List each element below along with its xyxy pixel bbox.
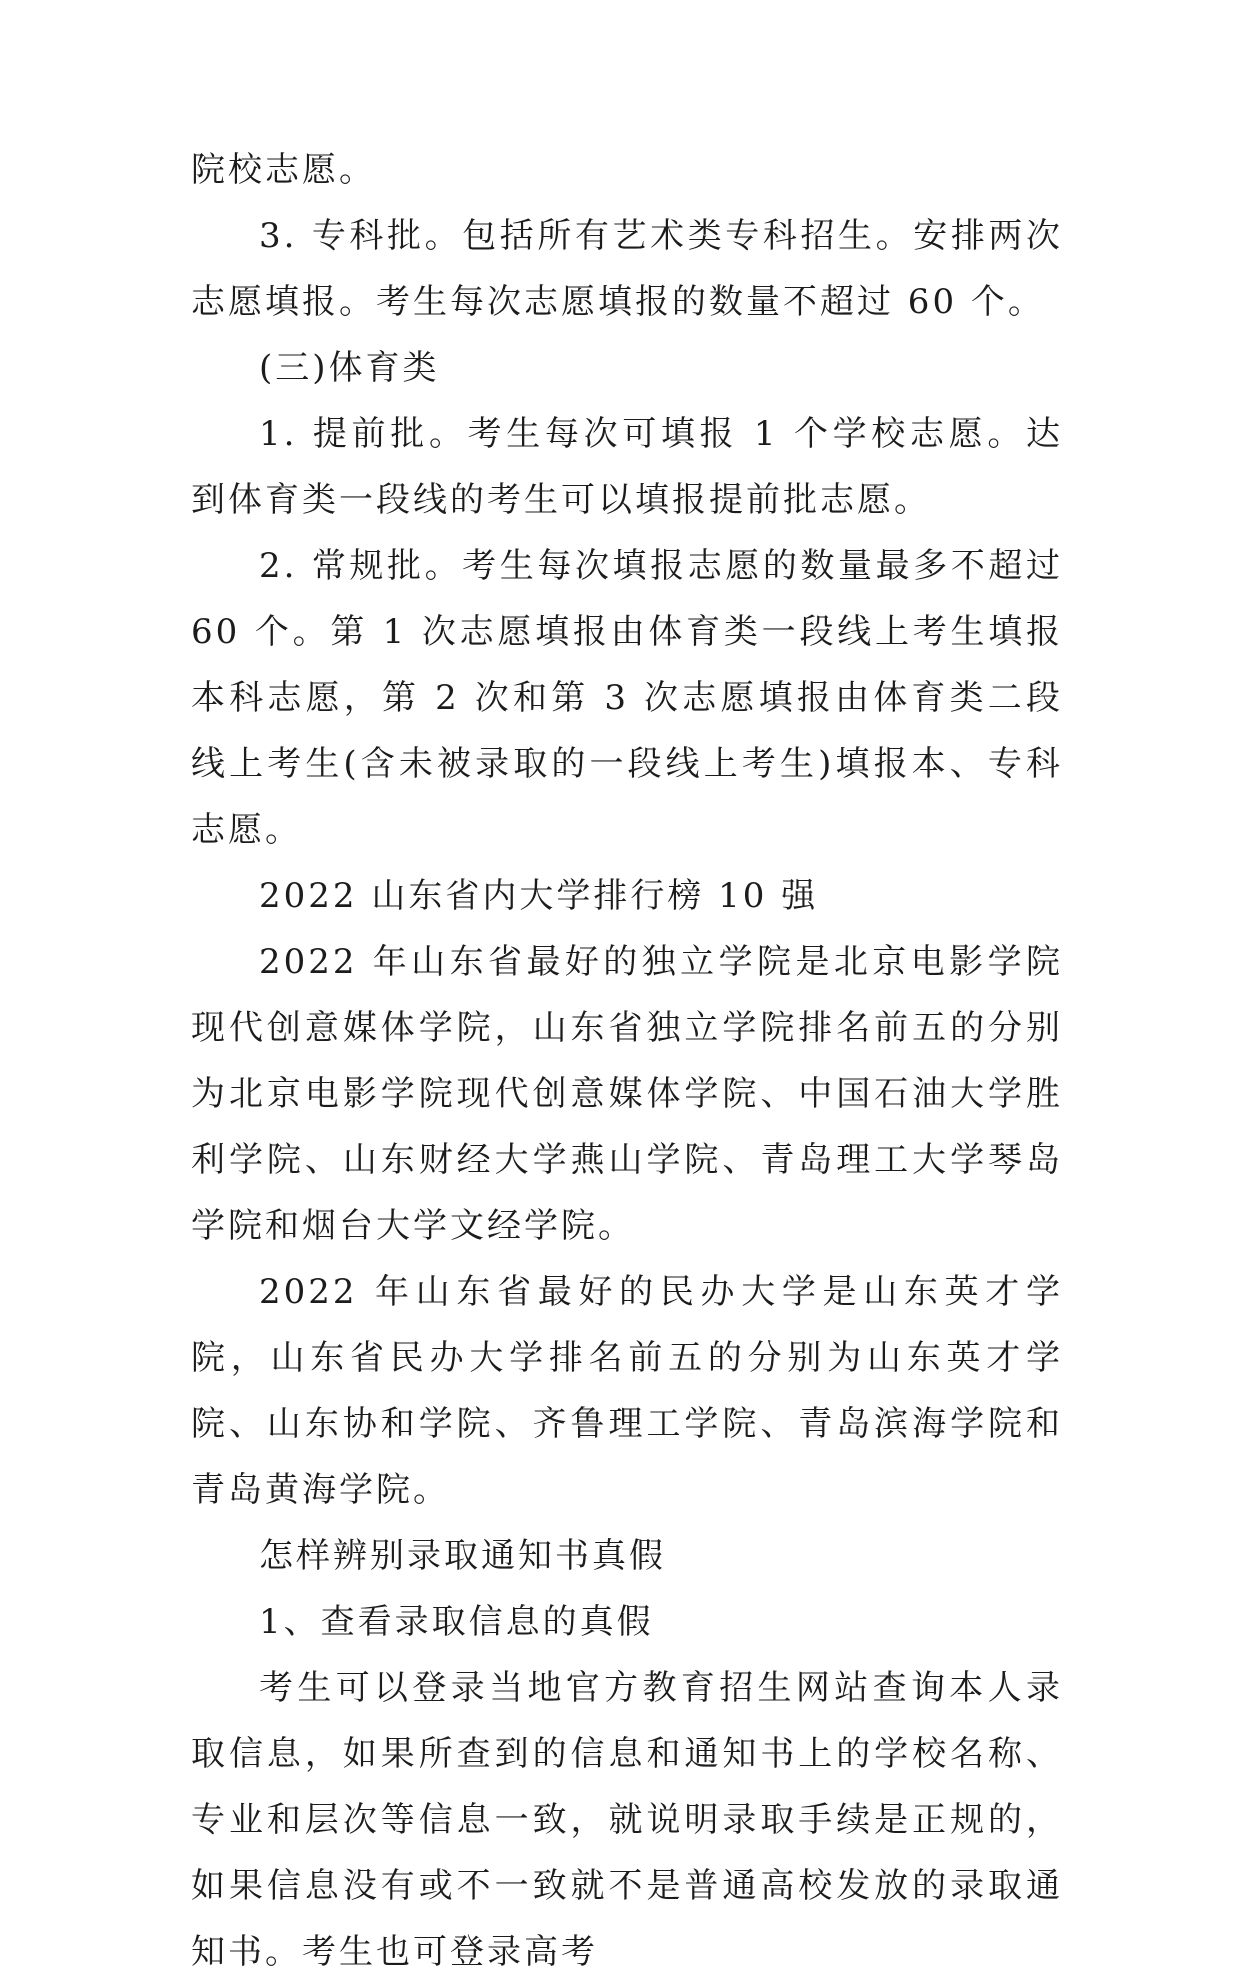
paragraph-check-admission-info: 考生可以登录当地官方教育招生网站查询本人录取信息，如果所查到的信息和通知书上的学校名称、专业和层次等信息一致，就说明录取手续是正规的，如果信息没有或不一致就不是普通高校发放的录取通知书。考生也可登录高考 (191, 1668, 1063, 1972)
section-heading-admission-letter: 怎样辨别录取通知书真假 (259, 1536, 666, 1576)
paragraph-art-junior-college-batch: 3. 专科批。包括所有艺术类专科招生。安排两次志愿填报。考生每次志愿填报的数量不超过 60 个。 (191, 216, 1063, 322)
paragraph-sports-regular-batch: 2. 常规批。考生每次填报志愿的数量最多不超过 60 个。第 1 次志愿填报由体育类一段线上考生填报本科志愿，第 2 次和第 3 次志愿填报由体育类二段线上考生(含未被录取的一段线上考生)填报本、专科志愿。 (191, 546, 1063, 850)
paragraph-independent-colleges: 2022 年山东省最好的独立学院是北京电影学院现代创意媒体学院，山东省独立学院排名前五的分别为北京电影学院现代创意媒体学院、中国石油大学胜利学院、山东财经大学燕山学院、青岛理工大学琴岛学院和烟台大学文经学院。 (191, 942, 1063, 1246)
section-heading-sports: (三)体育类 (259, 348, 440, 388)
paragraph-private-universities: 2022 年山东省最好的民办大学是山东英才学院，山东省民办大学排名前五的分别为山东英才学院、山东协和学院、齐鲁理工学院、青岛滨海学院和青岛黄海学院。 (191, 1272, 1063, 1510)
paragraph-continuation: 院校志愿。 (191, 150, 376, 190)
document-body (191, 137, 1063, 1985)
section-heading-ranking: 2022 山东省内大学排行榜 10 强 (259, 876, 819, 916)
paragraph-sports-early-batch: 1. 提前批。考生每次可填报 1 个学校志愿。达到体育类一段线的考生可以填报提前批志愿。 (191, 414, 1063, 520)
subheading-check-admission-info: 1、查看录取信息的真假 (259, 1602, 654, 1642)
